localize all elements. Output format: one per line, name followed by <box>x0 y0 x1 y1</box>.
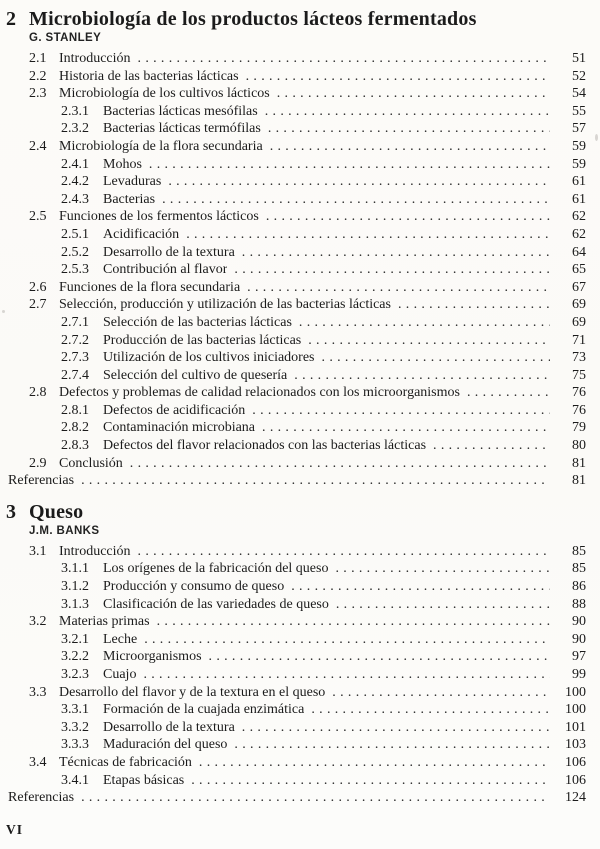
dot-leader <box>209 648 550 666</box>
dot-leader <box>467 384 550 402</box>
toc-entry-page: 81 <box>572 455 586 471</box>
toc-entry-page: 62 <box>572 226 586 242</box>
toc-entry-page: 86 <box>572 579 586 595</box>
toc-entry <box>6 68 586 86</box>
toc-entry <box>6 85 586 103</box>
toc-entry-page: 69 <box>572 297 586 313</box>
toc-entry-page: 65 <box>572 262 586 278</box>
toc-entry <box>6 261 586 279</box>
toc-entry <box>6 648 586 666</box>
toc-entry-title: Técnicas de fabricación <box>59 754 192 770</box>
dot-leader <box>246 68 550 86</box>
toc-entry-title: Bacterias lácticas termófilas <box>103 121 261 137</box>
toc-entry-page: 79 <box>572 420 586 436</box>
dot-leader <box>234 736 550 754</box>
toc-entry-number: 2.5 <box>29 209 47 225</box>
toc-entry-page: 101 <box>565 719 586 735</box>
toc-entry-page: 99 <box>572 667 586 682</box>
chapter-heading <box>6 8 586 45</box>
chapter-number: 2 <box>6 8 16 30</box>
toc-entry <box>6 314 586 332</box>
toc-entry-page: 61 <box>572 174 586 190</box>
chapter-title: Microbiología de los productos lácteos fermentados <box>29 8 477 30</box>
toc-entry-page: 88 <box>572 596 586 612</box>
toc-entry <box>6 156 586 174</box>
toc-entry-title: Contribución al flavor <box>103 262 228 278</box>
toc-entry-number: 3.4.1 <box>61 772 89 788</box>
dot-leader <box>332 684 550 702</box>
toc-entry-number: 3.2 <box>29 614 47 630</box>
toc-entry-number: 2.4.1 <box>61 156 89 172</box>
toc-entry-page: 59 <box>572 138 586 154</box>
toc-entry-title: Acidificación <box>103 226 180 242</box>
toc-entry-page: 76 <box>572 385 586 401</box>
dot-leader <box>186 226 550 244</box>
toc-entry <box>6 402 586 420</box>
toc-entry-page: 85 <box>572 561 586 577</box>
toc-entry-number: 3.1.2 <box>61 579 89 595</box>
toc-entry-title: Defectos del flavor relacionados con las bacterias lácticas <box>103 438 427 454</box>
toc-entry <box>6 560 586 578</box>
toc-entry-number: 2.8.1 <box>61 402 89 418</box>
chapter-title: Queso <box>29 500 84 523</box>
toc-entry-number: 3.3.2 <box>61 719 89 735</box>
toc-entry-number: 2.4.3 <box>61 191 89 207</box>
toc-entry-number: 3.2.1 <box>61 631 89 647</box>
toc-entry-number: 2.7.2 <box>61 332 89 348</box>
toc-entry-title: Bacterias lácticas mesófilas <box>103 103 258 119</box>
dot-leader <box>433 437 550 455</box>
toc-entry-number: 2.2 <box>29 68 47 84</box>
toc-entry-number: 2.1 <box>29 51 47 66</box>
toc-entry <box>6 666 586 684</box>
dot-leader <box>138 50 550 68</box>
dot-leader <box>162 191 550 209</box>
toc-entry <box>6 332 586 350</box>
toc-entry-number: 3.1.1 <box>61 561 89 577</box>
chapter-2-section <box>6 8 586 490</box>
toc-entries <box>6 50 586 490</box>
dot-leader <box>138 543 550 561</box>
dot-leader <box>398 296 550 314</box>
toc-entry-number: 2.5.3 <box>61 262 89 278</box>
toc-entry-page: 97 <box>572 649 586 665</box>
dot-leader <box>143 666 550 684</box>
toc-entry-number: 3.3.1 <box>61 702 89 718</box>
dot-leader <box>191 772 550 790</box>
toc-entry-page: 81 <box>572 473 586 489</box>
toc-entry <box>6 384 586 402</box>
toc-entry-number: 2.7.4 <box>61 367 89 383</box>
chapter-author: G. STANLEY <box>29 32 102 44</box>
toc-entry <box>6 472 586 490</box>
chapter-author: J.M. BANKS <box>29 524 100 537</box>
toc-entry-page: 100 <box>565 702 586 718</box>
toc-entry-page: 90 <box>572 631 586 647</box>
toc-entry <box>6 596 586 614</box>
toc-entry <box>6 789 586 807</box>
toc-entry <box>6 631 586 649</box>
toc-entry-page: 57 <box>572 121 586 137</box>
toc-entry-title: Formación de la cuajada enzimática <box>103 702 305 718</box>
toc-entry-page: 55 <box>572 103 586 119</box>
toc-entry <box>6 701 586 719</box>
toc-entry-number: 2.9 <box>29 455 47 471</box>
toc-entry-title: Defectos de acidificación <box>103 402 246 418</box>
toc-entry-title: Desarrollo de la textura <box>103 719 235 735</box>
dot-leader <box>242 244 550 262</box>
toc-entry <box>6 173 586 191</box>
toc-entry <box>6 191 586 209</box>
toc-entry-page: 90 <box>572 614 586 630</box>
toc-entry-title: Producción de las bacterias lácticas <box>103 332 302 348</box>
toc-entry <box>6 543 586 561</box>
toc-entries <box>6 543 586 807</box>
toc-entry-title: Maduración del queso <box>103 737 228 753</box>
toc-entry <box>6 296 586 314</box>
dot-leader <box>199 754 550 772</box>
toc-entry-page: 51 <box>572 51 586 66</box>
toc-entry-number: 2.7.3 <box>61 350 89 366</box>
toc-entry-title: Selección, producción y utilización de las bacterias lácticas <box>59 297 391 313</box>
toc-entry-number: 2.8 <box>29 385 47 401</box>
toc-entry-title: Conclusión <box>59 455 123 471</box>
chapter-number: 3 <box>6 500 16 523</box>
toc-entry-page: 106 <box>565 772 586 788</box>
toc-entry-title: Microbiología de la flora secundaria <box>59 138 263 154</box>
toc-entry-page: 52 <box>572 68 586 84</box>
toc-entry <box>6 578 586 596</box>
toc-entry-page: 73 <box>572 350 586 366</box>
dot-leader <box>247 279 550 297</box>
toc-entry-title: Leche <box>103 631 138 647</box>
dot-leader <box>322 349 550 367</box>
toc-entry-title: Microorganismos <box>103 649 202 665</box>
toc-entry <box>6 684 586 702</box>
toc-entry-title: Clasificación de las variedades de queso <box>103 596 329 612</box>
dot-leader <box>252 402 550 420</box>
toc-entry-title: Contaminación microbiana <box>103 420 256 436</box>
dot-leader <box>144 631 550 649</box>
toc-entry <box>6 103 586 121</box>
toc-entry-number: 2.4 <box>29 138 47 154</box>
toc-entry-number: 2.7 <box>29 297 47 313</box>
toc-entry-page: 85 <box>572 543 586 559</box>
dot-leader <box>277 85 550 103</box>
toc-entry-title: Desarrollo del flavor y de la textura en el queso <box>59 684 326 700</box>
toc-entry-title: Materias primas <box>59 614 150 630</box>
toc-entry-page: 59 <box>572 156 586 172</box>
toc-entry-title: Bacterias <box>103 191 156 207</box>
toc-entry-title: Introducción <box>59 543 131 559</box>
toc-entry-page: 64 <box>572 244 586 260</box>
toc-entry-page: 62 <box>572 209 586 225</box>
toc-entry-title: Etapas básicas <box>103 772 185 788</box>
toc-entry-title: Funciones de los fermentos lácticos <box>59 209 259 225</box>
toc-entry <box>6 349 586 367</box>
toc-entry <box>6 50 586 68</box>
toc-entry-number: 2.7.1 <box>61 314 89 330</box>
toc-entry-number: 2.3.1 <box>61 103 89 119</box>
toc-entry-title: Microbiología de los cultivos lácticos <box>59 86 270 102</box>
dot-leader <box>335 560 550 578</box>
page-number-footer: VI <box>6 821 24 837</box>
toc-entry-title: Selección del cultivo de quesería <box>103 367 288 383</box>
chapter-heading <box>6 501 586 538</box>
toc-entry-title: Producción y consumo de queso <box>103 579 285 595</box>
dot-leader <box>81 472 550 490</box>
toc-entry-number: 2.3.2 <box>61 121 89 137</box>
toc-entry-page: 69 <box>572 314 586 330</box>
dot-leader <box>242 719 550 737</box>
toc-entry-number: 2.5.2 <box>61 244 89 260</box>
dot-leader <box>308 332 550 350</box>
dot-leader <box>265 103 550 121</box>
scan-speck <box>595 134 598 141</box>
toc-entry-title: Referencias <box>8 790 75 806</box>
toc-entry <box>6 613 586 631</box>
toc-entry-page: 61 <box>572 191 586 207</box>
toc-entry-number: 3.1 <box>29 543 47 559</box>
toc-entry-title: Cuajo <box>103 667 137 682</box>
scan-speck <box>2 310 5 313</box>
dot-leader <box>130 455 550 473</box>
toc-entry-title: Utilización de los cultivos iniciadores <box>103 350 315 366</box>
toc-entry-title: Levaduras <box>103 174 162 190</box>
toc-entry-number: 2.8.3 <box>61 438 89 454</box>
toc-entry <box>6 419 586 437</box>
toc-entry <box>6 455 586 473</box>
toc-entry-title: Defectos y problemas de calidad relacionados con los microorganismos <box>59 385 460 401</box>
dot-leader <box>157 613 550 631</box>
toc-entry-title: Funciones de la flora secundaria <box>59 279 241 295</box>
toc-entry-page: 67 <box>572 279 586 295</box>
dot-leader <box>311 701 550 719</box>
toc-entry <box>6 208 586 226</box>
dot-leader <box>81 789 550 807</box>
dot-leader <box>149 156 550 174</box>
toc-entry-number: 2.8.2 <box>61 420 89 436</box>
toc-entry <box>6 120 586 138</box>
toc-entry-title: Introducción <box>59 51 131 66</box>
toc-entry-number: 3.2.3 <box>61 667 89 682</box>
toc-entry-number: 3.3.3 <box>61 737 89 753</box>
toc-entry-page: 106 <box>565 754 586 770</box>
toc-entry-title: Mohos <box>103 156 142 172</box>
toc-entry-number: 2.4.2 <box>61 174 89 190</box>
toc-entry-page: 54 <box>572 86 586 102</box>
toc-entry <box>6 719 586 737</box>
toc-entry-number: 3.2.2 <box>61 649 89 665</box>
toc-entry-number: 3.4 <box>29 754 47 770</box>
toc-entry <box>6 736 586 754</box>
toc-entry <box>6 367 586 385</box>
toc-entry <box>6 772 586 790</box>
toc-entry <box>6 244 586 262</box>
toc-entry-title: Los orígenes de la fabricación del queso <box>103 561 329 577</box>
toc-entry <box>6 279 586 297</box>
dot-leader <box>270 138 550 156</box>
toc-entry <box>6 138 586 156</box>
toc-entry-title: Historia de las bacterias lácticas <box>59 68 239 84</box>
dot-leader <box>168 173 550 191</box>
toc-entry-title: Desarrollo de la textura <box>103 244 235 260</box>
toc-entry-page: 71 <box>572 332 586 348</box>
chapter-3-section <box>6 501 586 807</box>
toc-entry-page: 75 <box>572 367 586 383</box>
toc-entry-title: Selección de las bacterias lácticas <box>103 314 292 330</box>
dot-leader <box>336 596 550 614</box>
dot-leader <box>268 120 550 138</box>
dot-leader <box>294 367 550 385</box>
dot-leader <box>262 419 550 437</box>
toc-entry <box>6 226 586 244</box>
dot-leader <box>266 208 550 226</box>
toc-entry-page: 100 <box>565 684 586 700</box>
dot-leader <box>291 578 550 596</box>
toc-entry-page: 76 <box>572 402 586 418</box>
dot-leader <box>299 314 550 332</box>
toc-entry <box>6 437 586 455</box>
toc-entry <box>6 754 586 772</box>
toc-entry-number: 3.3 <box>29 684 47 700</box>
toc-entry-number: 2.6 <box>29 279 47 295</box>
toc-entry-page: 124 <box>565 790 586 806</box>
toc-entry-page: 80 <box>572 438 586 454</box>
toc-entry-number: 2.3 <box>29 86 47 102</box>
toc-entry-page: 103 <box>565 737 586 753</box>
dot-leader <box>234 261 550 279</box>
toc-entry-number: 3.1.3 <box>61 596 89 612</box>
toc-entry-number: 2.5.1 <box>61 226 89 242</box>
toc-entry-title: Referencias <box>8 473 75 489</box>
